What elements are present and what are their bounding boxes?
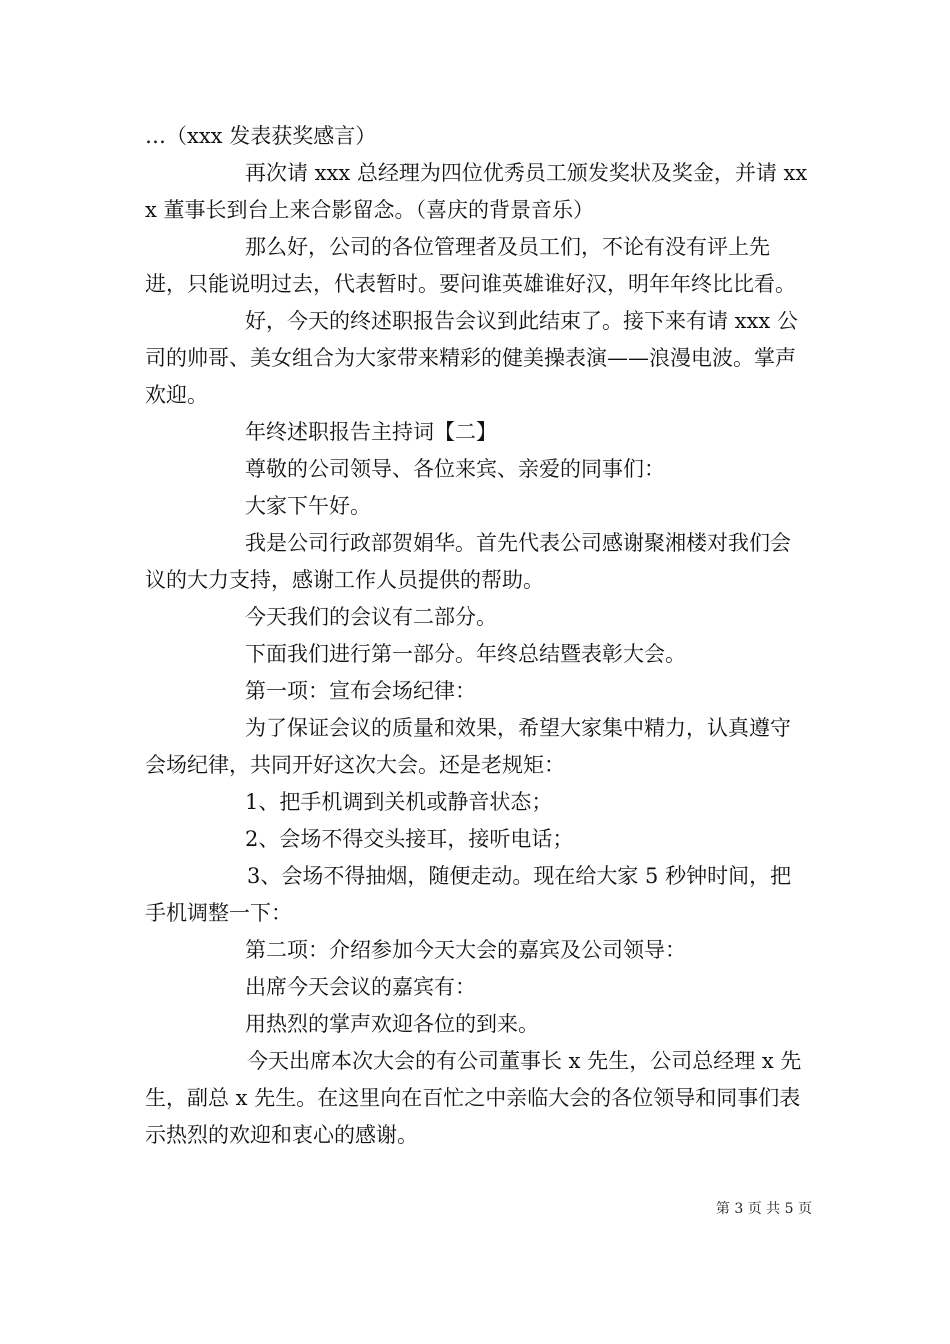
paragraph-item-two: 第二项：介绍参加今天大会的嘉宾及公司领导： [245,938,686,962]
document-body [145,118,810,1154]
paragraph-greeting: 大家下午好。 [245,494,371,518]
paragraph-managers: 那么好，公司的各位管理者及员工们，不论有没有评上先进，只能说明过去，代表暂时。要问谁英雄谁好汉，明年年终比比看。 [145,235,796,296]
paragraph-meeting-end: 好，今天的终述职报告会议到此结束了。接下来有请 xxx 公司的帅哥、美女组合为大家带来精彩的健美操表演——浪漫电波。掌声欢迎。 [145,309,798,407]
paragraph-leaders: 今天出席本次大会的有公司董事长 x 先生，公司总经理 x 先生，副总 x 先生。在这里向在百忙之中亲临大会的各位领导和同事们表示热烈的欢迎和衷心的感谢。 [145,1049,802,1147]
paragraph-award-speech: …（xxx 发表获奖感言） [145,124,377,148]
rule-item-1: 1、把手机调到关机或静音状态； [245,790,553,814]
paragraph-part-one: 下面我们进行第一部分。年终总结暨表彰大会。 [245,642,686,666]
section-heading: 年终述职报告主持词【二】 [245,420,497,444]
paragraph-award-photo: 再次请 xxx 总经理为四位优秀员工颁发奖状及奖金，并请 xxx 董事长到台上来合影留念。（喜庆的背景音乐） [145,161,808,222]
paragraph-introduction: 我是公司行政部贺娟华。首先代表公司感谢聚湘楼对我们会议的大力支持，感谢工作人员提供的帮助。 [145,531,791,592]
rule-item-2: 2、会场不得交头接耳，接听电话； [245,827,574,851]
paragraph-two-parts: 今天我们的会议有二部分。 [245,605,497,629]
paragraph-discipline: 为了保证会议的质量和效果，希望大家集中精力，认真遵守会场纪律，共同开好这次大会。还是老规矩： [145,716,791,777]
paragraph-applause: 用热烈的掌声欢迎各位的到来。 [245,1012,539,1036]
page-number: 第 3 页 共 5 页 [715,1201,812,1217]
rule-item-3: 3、会场不得抽烟，随便走动。现在给大家 5 秒钟时间，把手机调整一下： [145,864,792,925]
paragraph-item-one: 第一项：宣布会场纪律： [245,679,476,703]
paragraph-guests: 出席今天会议的嘉宾有： [245,975,476,999]
paragraph-salutation: 尊敬的公司领导、各位来宾、亲爱的同事们： [245,457,665,481]
